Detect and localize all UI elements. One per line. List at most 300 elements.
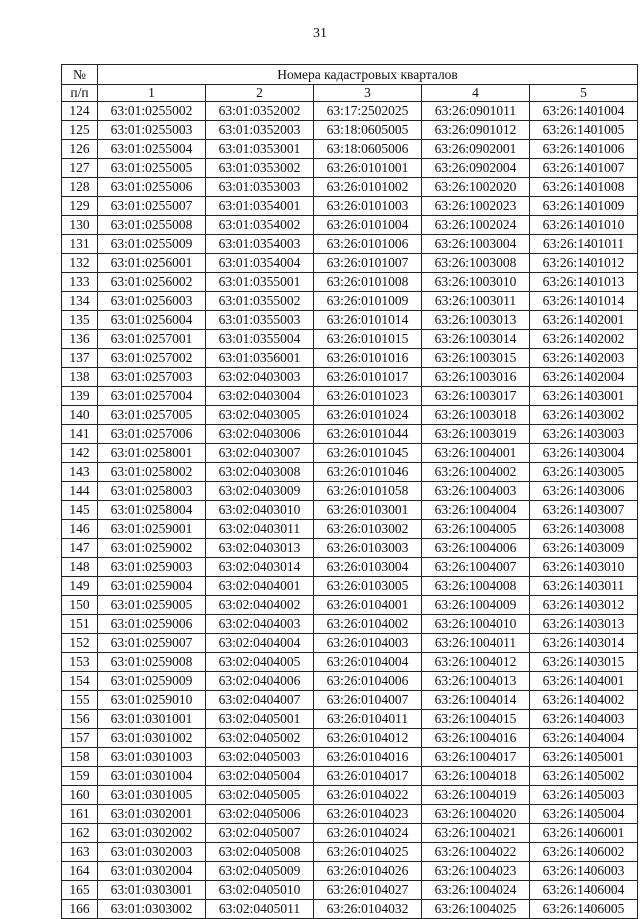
column-number-3: 3 — [314, 85, 422, 102]
table-row — [62, 121, 638, 140]
quarter-cell-col1: 63:01:0259010 — [98, 691, 206, 710]
row-number-cell: 162 — [62, 824, 98, 843]
quarter-cell-col4: 63:26:1003016 — [422, 368, 530, 387]
quarter-cell-col1: 63:01:0259003 — [98, 558, 206, 577]
row-number-cell: 139 — [62, 387, 98, 406]
quarter-cell-col3: 63:26:0101006 — [314, 235, 422, 254]
table-row — [62, 862, 638, 881]
quarter-cell-col2: 63:01:0353002 — [206, 159, 314, 178]
quarter-cell-col4: 63:26:1003004 — [422, 235, 530, 254]
quarter-cell-col2: 63:01:0354001 — [206, 197, 314, 216]
quarter-cell-col4: 63:26:1004006 — [422, 539, 530, 558]
quarter-cell-col1: 63:01:0256001 — [98, 254, 206, 273]
quarter-cell-col2: 63:02:0404005 — [206, 653, 314, 672]
row-number-cell: 146 — [62, 520, 98, 539]
quarter-cell-col1: 63:01:0301004 — [98, 767, 206, 786]
quarter-cell-col4: 63:26:1004011 — [422, 634, 530, 653]
quarter-cell-col3: 63:26:0104027 — [314, 881, 422, 900]
quarter-cell-col4: 63:26:1003011 — [422, 292, 530, 311]
quarter-cell-col3: 63:26:0101024 — [314, 406, 422, 425]
row-number-cell: 149 — [62, 577, 98, 596]
quarter-cell-col5: 63:26:1402002 — [530, 330, 638, 349]
quarter-cell-col2: 63:01:0352002 — [206, 102, 314, 121]
quarter-cell-col3: 63:26:0101046 — [314, 463, 422, 482]
quarter-cell-col2: 63:02:0403014 — [206, 558, 314, 577]
quarter-cell-col1: 63:01:0255003 — [98, 121, 206, 140]
quarter-cell-col3: 63:26:0104016 — [314, 748, 422, 767]
column-number-5: 5 — [530, 85, 638, 102]
quarter-cell-col1: 63:01:0259004 — [98, 577, 206, 596]
table-row — [62, 368, 638, 387]
table-row — [62, 425, 638, 444]
quarter-cell-col4: 63:26:1004002 — [422, 463, 530, 482]
quarter-cell-col2: 63:02:0403007 — [206, 444, 314, 463]
table-row — [62, 254, 638, 273]
quarter-cell-col2: 63:02:0405005 — [206, 786, 314, 805]
quarter-cell-col2: 63:02:0405007 — [206, 824, 314, 843]
header-title: Номера кадастровых кварталов — [98, 65, 638, 85]
quarter-cell-col3: 63:26:0104022 — [314, 786, 422, 805]
table-row — [62, 653, 638, 672]
quarter-cell-col3: 63:26:0101016 — [314, 349, 422, 368]
quarter-cell-col4: 63:26:1004023 — [422, 862, 530, 881]
table-row — [62, 197, 638, 216]
quarter-cell-col3: 63:26:0104032 — [314, 900, 422, 919]
row-number-cell: 150 — [62, 596, 98, 615]
quarter-cell-col3: 63:26:0101004 — [314, 216, 422, 235]
table-row — [62, 843, 638, 862]
quarter-cell-col4: 63:26:1004020 — [422, 805, 530, 824]
quarter-cell-col3: 63:26:0103004 — [314, 558, 422, 577]
quarter-cell-col2: 63:01:0356001 — [206, 349, 314, 368]
quarter-cell-col5: 63:26:1403006 — [530, 482, 638, 501]
row-number-cell: 141 — [62, 425, 98, 444]
quarter-cell-col1: 63:01:0302003 — [98, 843, 206, 862]
quarter-cell-col3: 63:26:0104003 — [314, 634, 422, 653]
quarter-cell-col2: 63:02:0404001 — [206, 577, 314, 596]
quarter-cell-col1: 63:01:0301003 — [98, 748, 206, 767]
row-number-cell: 128 — [62, 178, 98, 197]
quarter-cell-col5: 63:26:1404004 — [530, 729, 638, 748]
table-row — [62, 748, 638, 767]
quarter-cell-col5: 63:26:1403014 — [530, 634, 638, 653]
row-number-cell: 130 — [62, 216, 98, 235]
quarter-cell-col3: 63:26:0104012 — [314, 729, 422, 748]
quarter-cell-col1: 63:01:0302002 — [98, 824, 206, 843]
row-number-cell: 129 — [62, 197, 98, 216]
quarter-cell-col1: 63:01:0255006 — [98, 178, 206, 197]
quarter-cell-col5: 63:26:1401010 — [530, 216, 638, 235]
row-number-cell: 158 — [62, 748, 98, 767]
quarter-cell-col3: 63:26:0101023 — [314, 387, 422, 406]
quarter-cell-col4: 63:26:1004017 — [422, 748, 530, 767]
quarter-cell-col2: 63:01:0354003 — [206, 235, 314, 254]
quarter-cell-col4: 63:26:1003019 — [422, 425, 530, 444]
table-row — [62, 672, 638, 691]
table-row — [62, 463, 638, 482]
table-row — [62, 159, 638, 178]
quarter-cell-col4: 63:26:1002024 — [422, 216, 530, 235]
table-row — [62, 330, 638, 349]
quarter-cell-col1: 63:01:0258001 — [98, 444, 206, 463]
quarter-cell-col2: 63:01:0354004 — [206, 254, 314, 273]
quarter-cell-col1: 63:01:0258002 — [98, 463, 206, 482]
table-row — [62, 691, 638, 710]
quarter-cell-col1: 63:01:0257001 — [98, 330, 206, 349]
row-number-cell: 161 — [62, 805, 98, 824]
quarter-cell-col4: 63:26:1004014 — [422, 691, 530, 710]
row-number-cell: 131 — [62, 235, 98, 254]
quarter-cell-col4: 63:26:1004025 — [422, 900, 530, 919]
quarter-cell-col5: 63:26:1406001 — [530, 824, 638, 843]
quarter-cell-col4: 63:26:1004019 — [422, 786, 530, 805]
quarter-cell-col1: 63:01:0255005 — [98, 159, 206, 178]
table-row — [62, 805, 638, 824]
row-number-cell: 138 — [62, 368, 98, 387]
quarter-cell-col2: 63:01:0354002 — [206, 216, 314, 235]
row-number-cell: 153 — [62, 653, 98, 672]
quarter-cell-col3: 63:26:0101003 — [314, 197, 422, 216]
quarter-cell-col3: 63:26:0101008 — [314, 273, 422, 292]
quarter-cell-col1: 63:01:0259007 — [98, 634, 206, 653]
quarter-cell-col2: 63:02:0405011 — [206, 900, 314, 919]
table-row — [62, 900, 638, 919]
quarter-cell-col4: 63:26:1004015 — [422, 710, 530, 729]
row-number-cell: 145 — [62, 501, 98, 520]
quarter-cell-col3: 63:26:0104011 — [314, 710, 422, 729]
quarter-cell-col1: 63:01:0257006 — [98, 425, 206, 444]
row-number-cell: 133 — [62, 273, 98, 292]
table-row — [62, 349, 638, 368]
table-row — [62, 767, 638, 786]
quarter-cell-col4: 63:26:1004007 — [422, 558, 530, 577]
quarter-cell-col1: 63:01:0255002 — [98, 102, 206, 121]
row-number-cell: 154 — [62, 672, 98, 691]
table-row — [62, 881, 638, 900]
quarter-cell-col3: 63:26:0104017 — [314, 767, 422, 786]
quarter-cell-col2: 63:02:0405010 — [206, 881, 314, 900]
row-number-cell: 137 — [62, 349, 98, 368]
quarter-cell-col2: 63:01:0355003 — [206, 311, 314, 330]
quarter-cell-col3: 63:26:0103001 — [314, 501, 422, 520]
quarter-cell-col5: 63:26:1403001 — [530, 387, 638, 406]
quarter-cell-col1: 63:01:0257005 — [98, 406, 206, 425]
row-number-cell: 135 — [62, 311, 98, 330]
quarter-cell-col5: 63:26:1402001 — [530, 311, 638, 330]
quarter-cell-col5: 63:26:1403010 — [530, 558, 638, 577]
quarter-cell-col3: 63:26:0104025 — [314, 843, 422, 862]
quarter-cell-col4: 63:26:1003018 — [422, 406, 530, 425]
quarter-cell-col1: 63:01:0259001 — [98, 520, 206, 539]
quarter-cell-col4: 63:26:0901011 — [422, 102, 530, 121]
quarter-cell-col5: 63:26:1403004 — [530, 444, 638, 463]
quarter-cell-col4: 63:26:1004016 — [422, 729, 530, 748]
quarter-cell-col4: 63:26:0901012 — [422, 121, 530, 140]
table-row — [62, 539, 638, 558]
quarter-cell-col5: 63:26:1403012 — [530, 596, 638, 615]
quarter-cell-col1: 63:01:0259002 — [98, 539, 206, 558]
row-number-cell: 160 — [62, 786, 98, 805]
quarter-cell-col2: 63:02:0405004 — [206, 767, 314, 786]
table-row — [62, 615, 638, 634]
table-row — [62, 520, 638, 539]
quarter-cell-col4: 63:26:0902004 — [422, 159, 530, 178]
quarter-cell-col1: 63:01:0255004 — [98, 140, 206, 159]
quarter-cell-col4: 63:26:1004022 — [422, 843, 530, 862]
table-row — [62, 577, 638, 596]
row-number-cell: 134 — [62, 292, 98, 311]
quarter-cell-col2: 63:02:0405003 — [206, 748, 314, 767]
quarter-cell-col2: 63:02:0405008 — [206, 843, 314, 862]
quarter-cell-col1: 63:01:0258004 — [98, 501, 206, 520]
quarter-cell-col3: 63:26:0101015 — [314, 330, 422, 349]
quarter-cell-col3: 63:26:0101001 — [314, 159, 422, 178]
quarter-cell-col4: 63:26:1004005 — [422, 520, 530, 539]
quarter-cell-col2: 63:02:0404002 — [206, 596, 314, 615]
row-number-cell: 148 — [62, 558, 98, 577]
quarter-cell-col5: 63:26:1404003 — [530, 710, 638, 729]
quarter-cell-col1: 63:01:0257004 — [98, 387, 206, 406]
row-number-cell: 164 — [62, 862, 98, 881]
quarter-cell-col4: 63:26:1002020 — [422, 178, 530, 197]
quarter-cell-col2: 63:02:0404006 — [206, 672, 314, 691]
table-row — [62, 634, 638, 653]
quarter-cell-col1: 63:01:0255009 — [98, 235, 206, 254]
quarter-cell-col1: 63:01:0301005 — [98, 786, 206, 805]
quarter-cell-col3: 63:26:0104002 — [314, 615, 422, 634]
quarter-cell-col5: 63:26:1401006 — [530, 140, 638, 159]
table-row — [62, 482, 638, 501]
quarter-cell-col5: 63:26:1401007 — [530, 159, 638, 178]
row-number-cell: 124 — [62, 102, 98, 121]
quarter-cell-col5: 63:26:1401004 — [530, 102, 638, 121]
quarter-cell-col4: 63:26:0902001 — [422, 140, 530, 159]
table-row — [62, 406, 638, 425]
quarter-cell-col1: 63:01:0303002 — [98, 900, 206, 919]
quarter-cell-col2: 63:02:0403013 — [206, 539, 314, 558]
row-number-cell: 159 — [62, 767, 98, 786]
quarter-cell-col3: 63:26:0101009 — [314, 292, 422, 311]
quarter-cell-col5: 63:26:1405004 — [530, 805, 638, 824]
table-row — [62, 387, 638, 406]
quarter-cell-col5: 63:26:1403003 — [530, 425, 638, 444]
quarter-cell-col2: 63:02:0405001 — [206, 710, 314, 729]
table-row — [62, 311, 638, 330]
row-number-cell: 163 — [62, 843, 98, 862]
table-row — [62, 710, 638, 729]
quarter-cell-col4: 63:26:1003008 — [422, 254, 530, 273]
quarter-cell-col1: 63:01:0259008 — [98, 653, 206, 672]
quarter-cell-col4: 63:26:1004018 — [422, 767, 530, 786]
quarter-cell-col5: 63:26:1406003 — [530, 862, 638, 881]
row-number-cell: 132 — [62, 254, 98, 273]
row-number-cell: 142 — [62, 444, 98, 463]
table-row — [62, 729, 638, 748]
quarter-cell-col2: 63:02:0403004 — [206, 387, 314, 406]
quarter-cell-col5: 63:26:1401005 — [530, 121, 638, 140]
quarter-cell-col1: 63:01:0256004 — [98, 311, 206, 330]
quarter-cell-col1: 63:01:0259005 — [98, 596, 206, 615]
quarter-cell-col5: 63:26:1404001 — [530, 672, 638, 691]
quarter-cell-col5: 63:26:1404002 — [530, 691, 638, 710]
header-number-sign: № — [62, 65, 98, 85]
quarter-cell-col5: 63:26:1406004 — [530, 881, 638, 900]
quarter-cell-col5: 63:26:1403009 — [530, 539, 638, 558]
quarter-cell-col4: 63:26:1002023 — [422, 197, 530, 216]
quarter-cell-col4: 63:26:1003010 — [422, 273, 530, 292]
quarter-cell-col5: 63:26:1401012 — [530, 254, 638, 273]
row-number-cell: 127 — [62, 159, 98, 178]
quarter-cell-col1: 63:01:0256002 — [98, 273, 206, 292]
quarter-cell-col1: 63:01:0257002 — [98, 349, 206, 368]
column-number-2: 2 — [206, 85, 314, 102]
quarter-cell-col2: 63:02:0405006 — [206, 805, 314, 824]
row-number-cell: 125 — [62, 121, 98, 140]
table-row — [62, 501, 638, 520]
quarter-cell-col3: 63:26:0104006 — [314, 672, 422, 691]
table-row — [62, 102, 638, 121]
table-row — [62, 786, 638, 805]
quarter-cell-col5: 63:26:1406005 — [530, 900, 638, 919]
table-row — [62, 216, 638, 235]
table-row — [62, 178, 638, 197]
quarter-cell-col5: 63:26:1401013 — [530, 273, 638, 292]
quarter-cell-col5: 63:26:1403002 — [530, 406, 638, 425]
quarter-cell-col2: 63:01:0355001 — [206, 273, 314, 292]
table-row — [62, 596, 638, 615]
quarter-cell-col2: 63:01:0353001 — [206, 140, 314, 159]
quarter-cell-col1: 63:01:0303001 — [98, 881, 206, 900]
quarter-cell-col3: 63:26:0104007 — [314, 691, 422, 710]
quarter-cell-col5: 63:26:1403007 — [530, 501, 638, 520]
quarter-cell-col1: 63:01:0259009 — [98, 672, 206, 691]
quarter-cell-col3: 63:26:0101017 — [314, 368, 422, 387]
quarter-cell-col3: 63:26:0101044 — [314, 425, 422, 444]
row-number-cell: 165 — [62, 881, 98, 900]
quarter-cell-col5: 63:26:1403011 — [530, 577, 638, 596]
row-number-cell: 126 — [62, 140, 98, 159]
quarter-cell-col2: 63:02:0405009 — [206, 862, 314, 881]
quarter-cell-col3: 63:26:0104026 — [314, 862, 422, 881]
quarter-cell-col1: 63:01:0255007 — [98, 197, 206, 216]
quarter-cell-col5: 63:26:1402004 — [530, 368, 638, 387]
quarter-cell-col4: 63:26:1003015 — [422, 349, 530, 368]
quarter-cell-col3: 63:26:0103002 — [314, 520, 422, 539]
quarter-cell-col3: 63:26:0101007 — [314, 254, 422, 273]
quarter-cell-col2: 63:02:0403008 — [206, 463, 314, 482]
row-number-cell: 143 — [62, 463, 98, 482]
quarter-cell-col2: 63:02:0405002 — [206, 729, 314, 748]
quarter-cell-col5: 63:26:1401014 — [530, 292, 638, 311]
quarter-cell-col2: 63:02:0403010 — [206, 501, 314, 520]
quarter-cell-col5: 63:26:1403015 — [530, 653, 638, 672]
quarter-cell-col3: 63:26:0101045 — [314, 444, 422, 463]
table-row — [62, 558, 638, 577]
quarter-cell-col1: 63:01:0257003 — [98, 368, 206, 387]
quarter-cell-col3: 63:26:0101014 — [314, 311, 422, 330]
quarter-cell-col4: 63:26:1003014 — [422, 330, 530, 349]
quarter-cell-col4: 63:26:1004004 — [422, 501, 530, 520]
quarter-cell-col3: 63:26:0104001 — [314, 596, 422, 615]
quarter-cell-col2: 63:02:0404007 — [206, 691, 314, 710]
table-body — [62, 102, 638, 919]
quarter-cell-col3: 63:17:2502025 — [314, 102, 422, 121]
quarter-cell-col2: 63:01:0355004 — [206, 330, 314, 349]
quarter-cell-col4: 63:26:1003017 — [422, 387, 530, 406]
table-row — [62, 444, 638, 463]
row-number-cell: 155 — [62, 691, 98, 710]
quarter-cell-col5: 63:26:1405002 — [530, 767, 638, 786]
row-number-cell: 147 — [62, 539, 98, 558]
quarter-cell-col2: 63:02:0403009 — [206, 482, 314, 501]
quarter-cell-col2: 63:02:0403005 — [206, 406, 314, 425]
quarter-cell-col5: 63:26:1401008 — [530, 178, 638, 197]
quarter-cell-col3: 63:26:0104024 — [314, 824, 422, 843]
table-row — [62, 292, 638, 311]
quarter-cell-col2: 63:02:0403011 — [206, 520, 314, 539]
quarter-cell-col4: 63:26:1004010 — [422, 615, 530, 634]
quarter-cell-col1: 63:01:0255008 — [98, 216, 206, 235]
header-number-sub: п/п — [62, 85, 98, 102]
quarter-cell-col3: 63:18:0605006 — [314, 140, 422, 159]
quarter-cell-col4: 63:26:1004021 — [422, 824, 530, 843]
row-number-cell: 144 — [62, 482, 98, 501]
quarter-cell-col2: 63:01:0352003 — [206, 121, 314, 140]
quarter-cell-col2: 63:01:0353003 — [206, 178, 314, 197]
row-number-cell: 140 — [62, 406, 98, 425]
quarter-cell-col1: 63:01:0302004 — [98, 862, 206, 881]
quarter-cell-col1: 63:01:0259006 — [98, 615, 206, 634]
row-number-cell: 156 — [62, 710, 98, 729]
quarter-cell-col1: 63:01:0256003 — [98, 292, 206, 311]
quarter-cell-col4: 63:26:1004001 — [422, 444, 530, 463]
table-row — [62, 235, 638, 254]
quarter-cell-col5: 63:26:1402003 — [530, 349, 638, 368]
quarter-cell-col5: 63:26:1406002 — [530, 843, 638, 862]
quarter-cell-col1: 63:01:0258003 — [98, 482, 206, 501]
table-row — [62, 273, 638, 292]
quarter-cell-col5: 63:26:1405001 — [530, 748, 638, 767]
quarter-cell-col5: 63:26:1401011 — [530, 235, 638, 254]
row-number-cell: 157 — [62, 729, 98, 748]
quarter-cell-col2: 63:02:0403006 — [206, 425, 314, 444]
quarter-cell-col5: 63:26:1403005 — [530, 463, 638, 482]
cadastral-quarters-table — [61, 64, 638, 919]
quarter-cell-col1: 63:01:0301001 — [98, 710, 206, 729]
column-number-1: 1 — [98, 85, 206, 102]
column-number-4: 4 — [422, 85, 530, 102]
quarter-cell-col1: 63:01:0302001 — [98, 805, 206, 824]
quarter-cell-col4: 63:26:1003013 — [422, 311, 530, 330]
quarter-cell-col4: 63:26:1004012 — [422, 653, 530, 672]
quarter-cell-col3: 63:26:0104023 — [314, 805, 422, 824]
row-number-cell: 152 — [62, 634, 98, 653]
quarter-cell-col5: 63:26:1401009 — [530, 197, 638, 216]
page-number: 31 — [313, 26, 327, 41]
quarter-cell-col5: 63:26:1403008 — [530, 520, 638, 539]
quarter-cell-col2: 63:01:0355002 — [206, 292, 314, 311]
row-number-cell: 166 — [62, 900, 98, 919]
table-row — [62, 140, 638, 159]
quarter-cell-col4: 63:26:1004009 — [422, 596, 530, 615]
quarter-cell-col2: 63:02:0404003 — [206, 615, 314, 634]
quarter-cell-col3: 63:26:0104004 — [314, 653, 422, 672]
table-row — [62, 824, 638, 843]
quarter-cell-col4: 63:26:1004003 — [422, 482, 530, 501]
row-number-cell: 151 — [62, 615, 98, 634]
quarter-cell-col4: 63:26:1004013 — [422, 672, 530, 691]
quarter-cell-col4: 63:26:1004008 — [422, 577, 530, 596]
